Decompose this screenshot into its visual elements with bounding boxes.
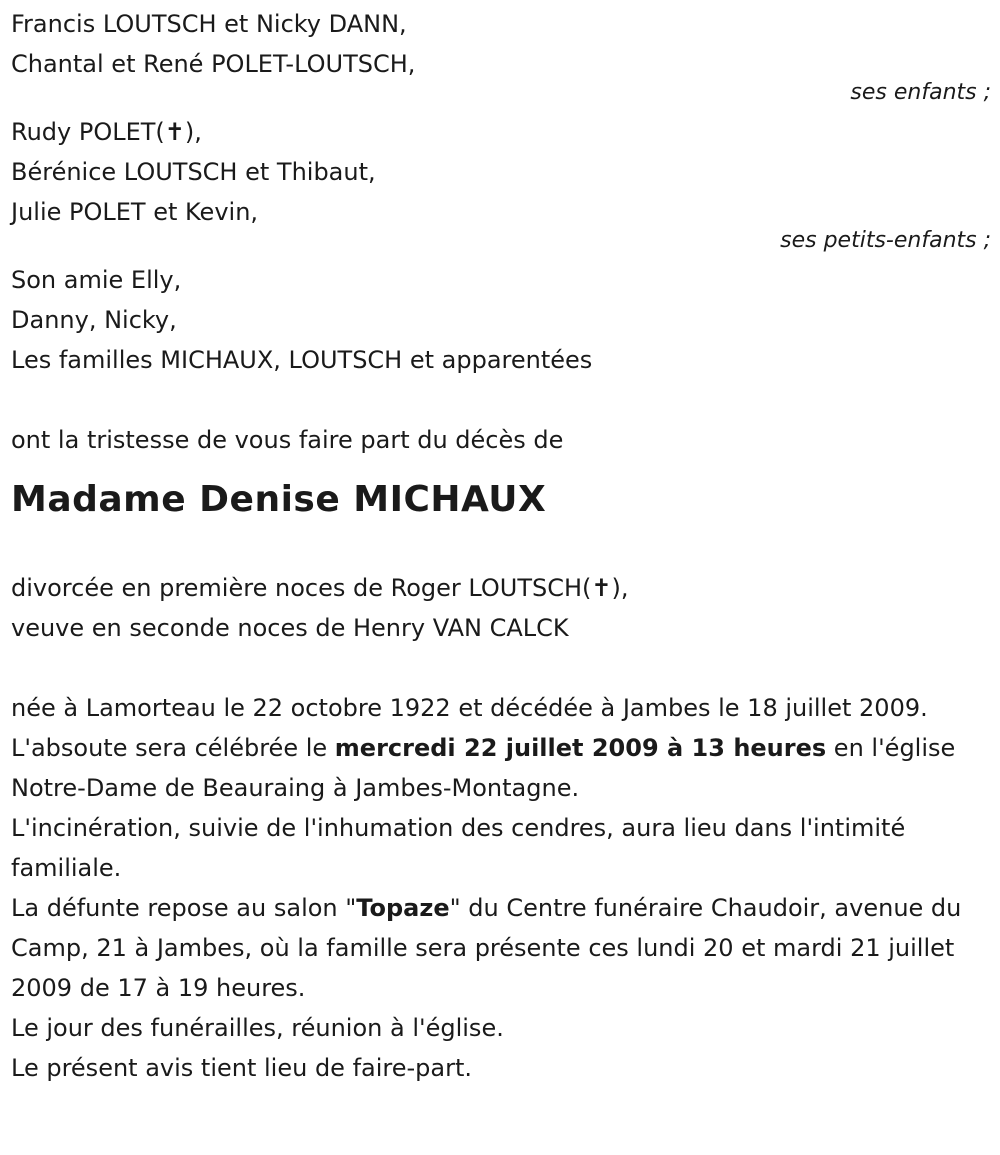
marital-line-2: veuve en seconde noces de Henry VAN CALCK — [11, 614, 569, 642]
absoute-post: en l'église Notre-Dame de Beauraing à Jambes-Montagne. — [11, 734, 956, 802]
salon-name: Topaze — [356, 894, 450, 922]
others-line-3: Les familles MICHAUX, LOUTSCH et apparentées — [11, 346, 593, 374]
faire-part-text: Le présent avis tient lieu de faire-part. — [11, 1054, 473, 1082]
grandchildren-line-1: Rudy POLET(✝), — [11, 118, 202, 146]
grandchildren-line-3: Julie POLET et Kevin, — [11, 198, 259, 226]
absoute-pre: L'absoute sera célébrée le — [11, 734, 335, 762]
grandchildren-block — [11, 112, 991, 252]
repose-pre: La défunte repose au salon " — [11, 894, 357, 922]
others-line-2: Danny, Nicky, — [11, 306, 177, 334]
repose-text — [11, 888, 991, 1008]
children-role: ses enfants ; — [850, 80, 991, 105]
repose-post: " du Centre funéraire Chaudoir, avenue du Camp, 21 à Jambes, où la famille sera présente ces lundi 20 et mardi 21 juillet 2009 de 17 à 19 heures. — [11, 894, 962, 1002]
death-notice — [11, 4, 991, 1088]
spacer — [11, 648, 991, 688]
others-block — [11, 260, 991, 380]
announcement-text: ont la tristesse de vous faire part du décès de — [11, 426, 564, 454]
absoute-date: mercredi 22 juillet 2009 à 13 heures — [334, 734, 827, 762]
others-line-1: Son amie Elly, — [11, 266, 182, 294]
children-line-2: Chantal et René POLET-LOUTSCH, — [11, 50, 416, 78]
birth-death-text: née à Lamorteau le 22 octobre 1922 et décédée à Jambes le 18 juillet 2009. — [11, 694, 928, 722]
grandchildren-line-2: Bérénice LOUTSCH et Thibaut, — [11, 158, 376, 186]
funerailles-text: Le jour des funérailles, réunion à l'église. — [11, 1014, 504, 1042]
children-line-1: Francis LOUTSCH et Nicky DANN, — [11, 10, 407, 38]
spacer — [11, 380, 991, 420]
grandchildren-role: ses petits-enfants ; — [780, 228, 991, 253]
marital-line-1: divorcée en première noces de Roger LOUTSCH(✝), — [11, 574, 629, 602]
absoute-text — [11, 728, 991, 808]
deceased-name: Madame Denise MICHAUX — [11, 479, 547, 520]
children-block — [11, 4, 991, 104]
incineration-text: L'incinération, suivie de l'inhumation des cendres, aura lieu dans l'intimité familiale. — [11, 814, 906, 882]
